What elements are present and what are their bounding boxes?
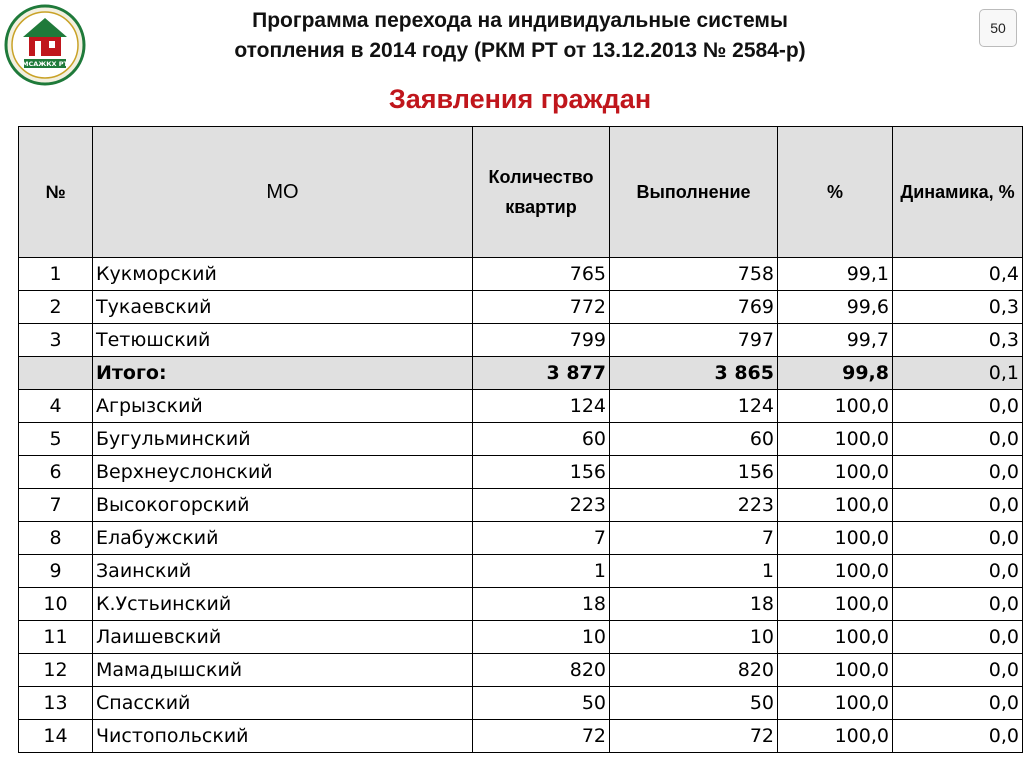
cell-number: 4 [19,390,93,423]
cell-completion: 769 [610,291,778,324]
cell-quantity: 765 [473,258,610,291]
cell-quantity: 799 [473,324,610,357]
cell-mo: Высокогорский [93,489,473,522]
cell-dynamics: 0,4 [893,258,1023,291]
cell-dynamics: 0,0 [893,654,1023,687]
logo-text: МСАЖКХ РТ [21,60,69,68]
cell-percent: 100,0 [778,588,893,621]
cell-percent: 99,7 [778,324,893,357]
cell-percent: 100,0 [778,555,893,588]
title-line-2: отопления в 2014 году (РКМ РТ от 13.12.2013 № 2584-р) [234,39,806,62]
table-total-row [19,357,1023,390]
title-line-1: Программа перехода на индивидуальные системы [252,9,788,32]
cell-mo: Тетюшский [93,324,473,357]
table-row [19,621,1023,654]
cell-number: 13 [19,687,93,720]
cell-mo: Елабужский [93,522,473,555]
table-row [19,324,1023,357]
cell-dynamics: 0,0 [893,489,1023,522]
col-header-percent: % [778,127,893,258]
col-header-completion: Выполнение [610,127,778,258]
cell-completion: 124 [610,390,778,423]
table-row [19,720,1023,753]
col-header-dynamics: Динамика, % [893,127,1023,258]
cell-mo: Тукаевский [93,291,473,324]
cell-number [19,357,93,390]
cell-percent: 100,0 [778,456,893,489]
cell-number: 5 [19,423,93,456]
cell-number: 7 [19,489,93,522]
cell-completion: 60 [610,423,778,456]
cell-mo: Бугульминский [93,423,473,456]
applications-table [18,126,1023,753]
cell-dynamics: 0,3 [893,324,1023,357]
cell-completion: 797 [610,324,778,357]
table-row [19,390,1023,423]
cell-completion: 1 [610,555,778,588]
table-row [19,456,1023,489]
col-header-mo: МО [93,127,473,258]
cell-percent: 100,0 [778,654,893,687]
cell-number: 10 [19,588,93,621]
cell-completion: 7 [610,522,778,555]
cell-number: 12 [19,654,93,687]
cell-number: 14 [19,720,93,753]
table-row [19,555,1023,588]
table-row [19,654,1023,687]
cell-mo: Верхнеуслонский [93,456,473,489]
cell-number: 1 [19,258,93,291]
cell-mo: Мамадышский [93,654,473,687]
cell-number: 11 [19,621,93,654]
table-row [19,423,1023,456]
cell-completion: 3 865 [610,357,778,390]
cell-percent: 100,0 [778,390,893,423]
cell-quantity: 124 [473,390,610,423]
table-row [19,687,1023,720]
cell-number: 3 [19,324,93,357]
cell-dynamics: 0,0 [893,522,1023,555]
cell-percent: 100,0 [778,720,893,753]
table-row [19,489,1023,522]
cell-quantity: 156 [473,456,610,489]
table-row [19,258,1023,291]
cell-mo: Чистопольский [93,720,473,753]
cell-percent: 100,0 [778,621,893,654]
cell-dynamics: 0,0 [893,720,1023,753]
cell-quantity: 18 [473,588,610,621]
cell-completion: 223 [610,489,778,522]
page-number: 50 [979,9,1017,47]
table-row [19,522,1023,555]
cell-completion: 10 [610,621,778,654]
cell-dynamics: 0,0 [893,423,1023,456]
cell-percent: 99,1 [778,258,893,291]
cell-mo: Итого: [93,357,473,390]
table-header-row [19,127,1023,258]
cell-mo: Агрызский [93,390,473,423]
cell-completion: 18 [610,588,778,621]
table-body [19,258,1023,753]
cell-quantity: 7 [473,522,610,555]
cell-mo: Заинский [93,555,473,588]
cell-completion: 72 [610,720,778,753]
cell-percent: 100,0 [778,489,893,522]
cell-number: 9 [19,555,93,588]
cell-dynamics: 0,0 [893,621,1023,654]
cell-mo: Кукморский [93,258,473,291]
cell-dynamics: 0,0 [893,687,1023,720]
ministry-logo [4,4,86,86]
cell-number: 8 [19,522,93,555]
cell-completion: 758 [610,258,778,291]
cell-number: 2 [19,291,93,324]
cell-quantity: 820 [473,654,610,687]
cell-quantity: 223 [473,489,610,522]
cell-dynamics: 0,1 [893,357,1023,390]
cell-dynamics: 0,0 [893,555,1023,588]
cell-percent: 100,0 [778,687,893,720]
cell-quantity: 50 [473,687,610,720]
slide-subtitle: Заявления граждан [388,84,652,114]
cell-percent: 99,6 [778,291,893,324]
cell-quantity: 72 [473,720,610,753]
cell-percent: 100,0 [778,522,893,555]
cell-quantity: 3 877 [473,357,610,390]
cell-dynamics: 0,3 [893,291,1023,324]
cell-dynamics: 0,0 [893,390,1023,423]
cell-completion: 820 [610,654,778,687]
cell-percent: 100,0 [778,423,893,456]
cell-dynamics: 0,0 [893,456,1023,489]
cell-mo: К.Устьинский [93,588,473,621]
cell-completion: 156 [610,456,778,489]
table-row [19,291,1023,324]
cell-number: 6 [19,456,93,489]
cell-quantity: 1 [473,555,610,588]
cell-percent: 99,8 [778,357,893,390]
cell-completion: 50 [610,687,778,720]
cell-dynamics: 0,0 [893,588,1023,621]
cell-quantity: 10 [473,621,610,654]
cell-mo: Спасский [93,687,473,720]
cell-mo: Лаишевский [93,621,473,654]
cell-quantity: 772 [473,291,610,324]
cell-quantity: 60 [473,423,610,456]
table-row [19,588,1023,621]
slide-title [130,6,910,66]
col-header-quantity: Количество квартир [473,127,610,258]
col-header-number: № [19,127,93,258]
